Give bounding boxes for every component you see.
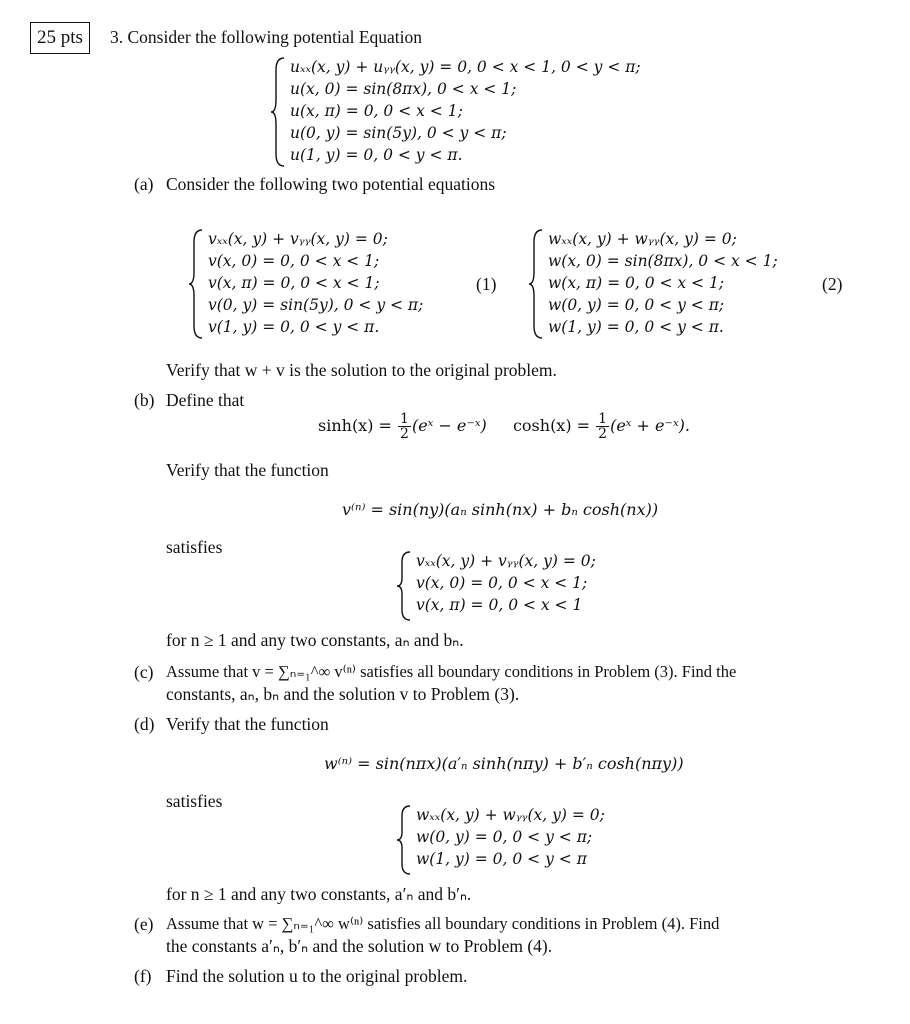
part-b-text: Define that [166,390,245,410]
cosh-rhs: (eˣ + e⁻ˣ). [610,416,690,435]
cosh-half-fraction: $\frac{1}{2}$ [598,411,608,442]
part-a-text: Consider the following two potential equations [166,174,496,194]
part-c-line2: constants, aₙ, bₙ and the solution v to Problem (3). [166,684,520,704]
equation-tag-2: (2) [822,274,843,294]
sys2-eq-5: w(1, y) = 0, 0 < y < π. [548,318,724,336]
orig-eq-1: uₓₓ(x, y) + uᵧᵧ(x, y) = 0, 0 < x < 1, 0 < y < π; [290,58,641,76]
part-a-label: (a) [134,174,154,194]
part-b-sys-eq-1: vₓₓ(x, y) + vᵧᵧ(x, y) = 0; [416,552,596,570]
part-b-sys-eq-2: v(x, 0) = 0, 0 < x < 1; [416,574,588,592]
orig-eq-3: u(x, π) = 0, 0 < x < 1; [290,102,463,120]
part-d-sys-eq-2: w(0, y) = 0, 0 < y < π; [416,828,593,846]
part-f-text: Find the solution u to the original problem. [166,966,468,986]
part-b-system-brace [396,550,412,622]
part-d-label: (d) [134,714,155,734]
part-d-tail: for n ≥ 1 and any two constants, a′ₙ and b′ₙ. [166,884,472,904]
sys2-eq-4: w(0, y) = 0, 0 < y < π; [548,296,725,314]
sinh-half-fraction: $\frac{1}{2}$ [400,411,409,442]
part-c-label: (c) [134,662,154,682]
part-d-function: w⁽ⁿ⁾ = sin(nπx)(a′ₙ sinh(nπy) + b′ₙ cosh(nπy)) [324,754,684,773]
part-a-verify: Verify that w + v is the solution to the original problem. [166,360,557,380]
part-d-satisfies: satisfies [166,791,223,811]
sys1-eq-4: v(0, y) = sin(5y), 0 < y < π; [208,296,424,314]
part-b-satisfies: satisfies [166,537,223,557]
sinh-lhs: sinh(x) = [318,416,392,435]
part-f-label: (f) [134,966,152,986]
system2-brace [528,228,544,340]
part-e-label: (e) [134,914,154,934]
sys1-eq-1: vₓₓ(x, y) + vᵧᵧ(x, y) = 0; [208,230,388,248]
cosh-lhs: cosh(x) = [512,416,591,435]
part-d-system-brace [396,804,412,876]
part-d-sys-eq-1: wₓₓ(x, y) + wᵧᵧ(x, y) = 0; [416,806,605,824]
part-c-line1: Assume that v = ∑ₙ₌₁^∞ v⁽ⁿ⁾ satisfies all boundary conditions in Problem (3). Find the [166,662,737,681]
part-b-verify: Verify that the function [166,460,329,480]
part-e-line1: Assume that w = ∑ₙ₌₁^∞ w⁽ⁿ⁾ satisfies all boundary conditions in Problem (4). Find [166,914,720,933]
sys2-eq-1: wₓₓ(x, y) + wᵧᵧ(x, y) = 0; [548,230,737,248]
sinh-rhs: (eˣ − e⁻ˣ) [411,416,487,435]
sys2-eq-3: w(x, π) = 0, 0 < x < 1; [548,274,725,292]
points-box: 25 pts [30,22,90,54]
part-b-tail: for n ≥ 1 and any two constants, aₙ and bₙ. [166,630,464,650]
part-d-text: Verify that the function [166,714,329,734]
part-d-sys-eq-3: w(1, y) = 0, 0 < y < π [416,850,587,868]
part-e-line2: the constants a′ₙ, b′ₙ and the solution w to Problem (4). [166,936,553,956]
part-b-function: v⁽ⁿ⁾ = sin(ny)(aₙ sinh(nx) + bₙ cosh(nx)) [342,500,659,519]
part-b-label: (b) [134,390,155,410]
sys2-eq-2: w(x, 0) = sin(8πx), 0 < x < 1; [548,252,778,270]
original-system-brace [270,56,286,168]
hyperbolic-definitions [318,412,690,441]
sys1-eq-3: v(x, π) = 0, 0 < x < 1; [208,274,380,292]
sys1-eq-2: v(x, 0) = 0, 0 < x < 1; [208,252,380,270]
problem-heading: 3. Consider the following potential Equation [110,27,423,47]
system1-brace [188,228,204,340]
orig-eq-5: u(1, y) = 0, 0 < y < π. [290,146,463,164]
orig-eq-4: u(0, y) = sin(5y), 0 < y < π; [290,124,507,142]
sys1-eq-5: v(1, y) = 0, 0 < y < π. [208,318,380,336]
equation-tag-1: (1) [476,274,497,294]
orig-eq-2: u(x, 0) = sin(8πx), 0 < x < 1; [290,80,517,98]
part-b-sys-eq-3: v(x, π) = 0, 0 < x < 1 [416,596,583,614]
